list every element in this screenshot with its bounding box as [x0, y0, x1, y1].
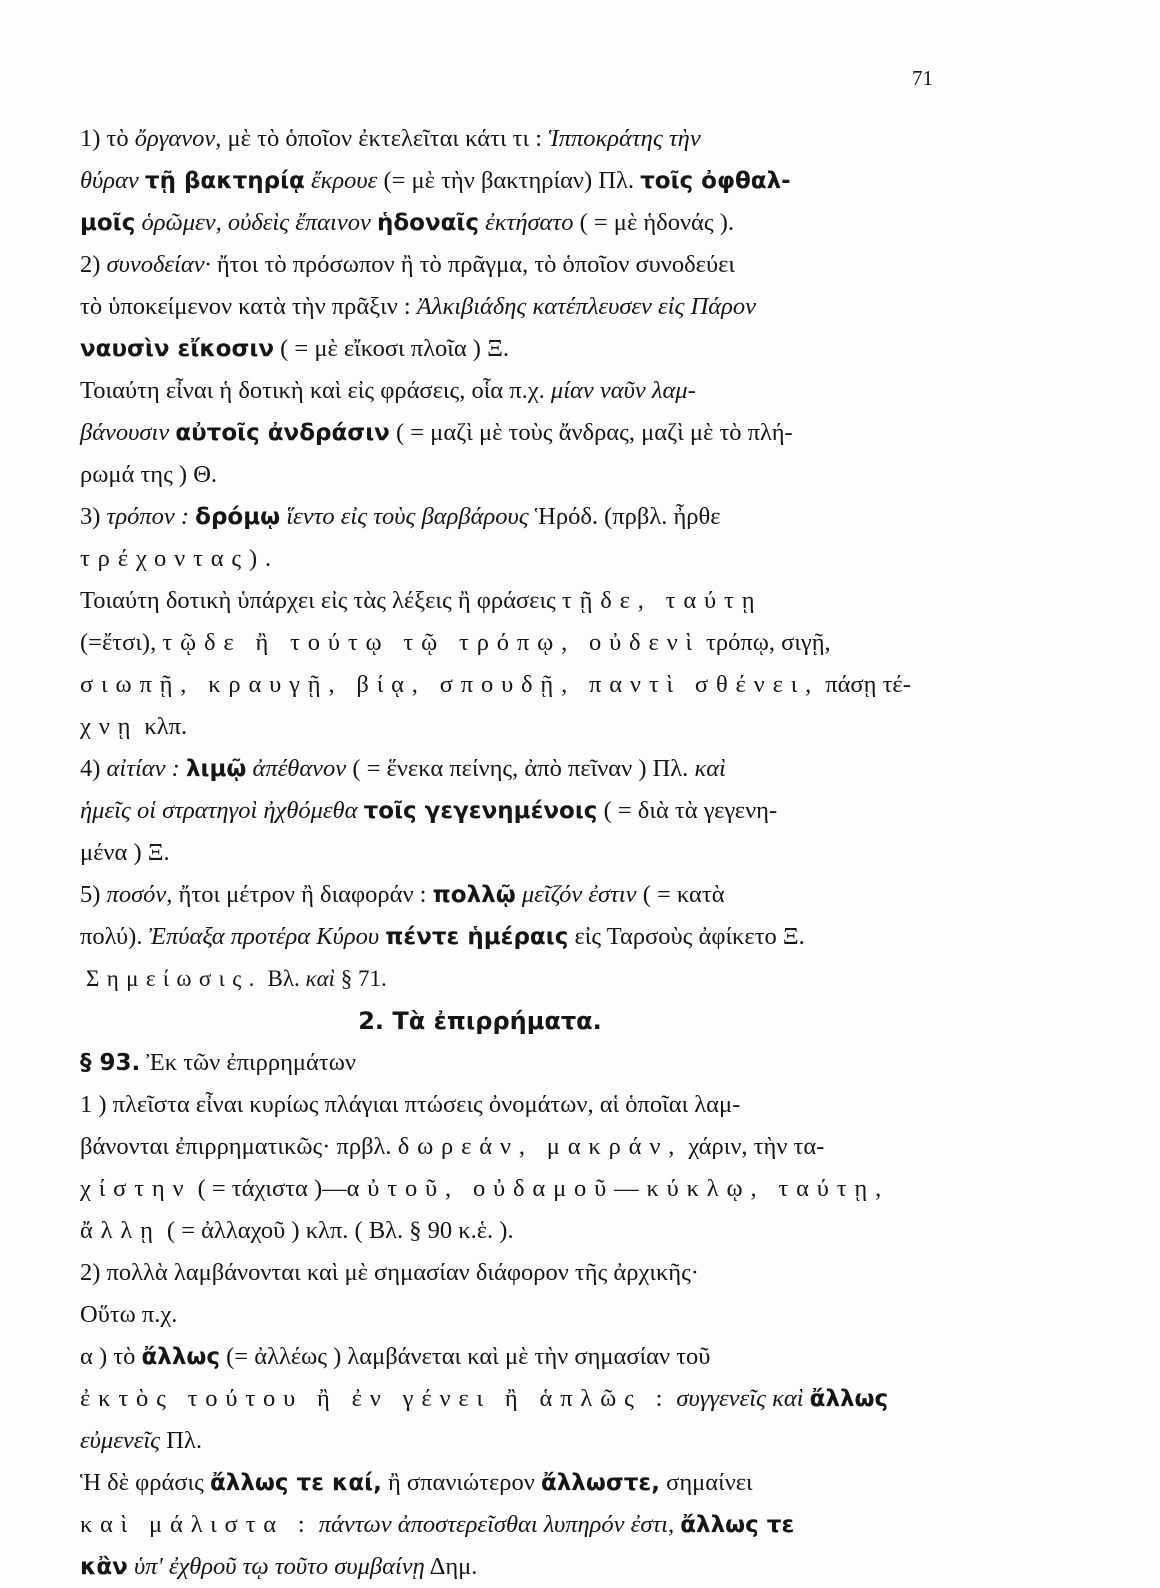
- text-line: [80, 1546, 940, 1588]
- text-run: ρωμά της ) Θ.: [80, 461, 218, 488]
- text-run: Σημείωσις.: [86, 966, 262, 991]
- text-line: [80, 1420, 940, 1462]
- text-run: ( = ἀλλαχοῦ ) κλπ. ( Βλ. § 90 κ.ἑ. ).: [160, 1217, 514, 1244]
- text-run: συνοδείαν·: [106, 251, 211, 278]
- text-line: [80, 1126, 940, 1168]
- text-line: [80, 580, 940, 622]
- text-run: 2) πολλὰ λαμβάνονται καὶ μὲ σημασίαν διάφορον τῆς ἀρχικῆς·: [80, 1259, 699, 1286]
- text-run: καὶ: [694, 755, 726, 782]
- text-line: [80, 496, 940, 538]
- text-run: τρόπῳ, σιγῇ,: [699, 629, 831, 656]
- section-header: [80, 1042, 940, 1084]
- text-run: σιωπῇ, κραυγῇ, βίᾳ, σπουδῇ, παντὶ σθένει,: [80, 671, 820, 698]
- text-run: ἡμεῖς οἱ στρατηγοὶ ἠχθόμεθα: [80, 797, 358, 824]
- text-run: (=ἔτσι),: [80, 629, 163, 656]
- text-line: [80, 790, 940, 832]
- text-run: ὄργανον,: [134, 125, 222, 152]
- text-run: Τοιαύτη δοτικὴ ὑπάρχει εἰς τὰς λέξεις ἢ φράσεις: [80, 587, 562, 614]
- text-run: ( = ἕνεκα πείνης, ἀπὸ πεῖναν ) Πλ.: [346, 755, 695, 782]
- text-line: [80, 118, 940, 160]
- text-line: [80, 748, 940, 790]
- text-run: Ἡ δὲ φράσις: [80, 1469, 210, 1496]
- text-run: Πλ.: [160, 1427, 202, 1454]
- text-line: [80, 412, 940, 454]
- text-line: [80, 1504, 940, 1546]
- text-run: ἐκτήσατο: [485, 209, 574, 236]
- text-run: τρόπον :: [106, 503, 190, 530]
- text-run: τοῖς γεγενημένοις: [363, 798, 598, 824]
- section-intro: Ἐκ τῶν ἐπιρρημάτων: [146, 1049, 356, 1076]
- text-run: 4): [80, 755, 107, 782]
- text-run: ( = διὰ τὰ γεγενη-: [597, 797, 778, 824]
- text-line: [80, 1084, 940, 1126]
- text-run: πολύ).: [80, 923, 149, 950]
- text-run: ( = μὲ εἴκοσι πλοῖα ) Ξ.: [274, 335, 509, 362]
- text-run: ἤτοι τὸ πρόσωπον ἢ τὸ πρᾶγμα, τὸ ὁποῖον συνοδεύει: [210, 251, 735, 278]
- text-run: ἄλλως: [141, 1344, 221, 1370]
- text-run: χίστην: [80, 1175, 192, 1202]
- text-run: χνῃ: [80, 713, 139, 740]
- text-run: πάντων ἀποστερεῖσθαι λυπηρόν ἐστι,: [318, 1511, 675, 1538]
- text-run: (= ἀλλέως ) λαμβάνεται καὶ μὲ τὴν σημασίαν τοῦ: [220, 1343, 711, 1370]
- text-run: ἄλλῃ: [80, 1217, 161, 1244]
- text-run: κἂν: [80, 1554, 128, 1580]
- text-run: ἀπέθανον: [252, 755, 347, 782]
- text-line: [80, 1378, 940, 1420]
- text-run: τὸ ὑποκείμενον κατὰ τὴν πρᾶξιν :: [80, 293, 417, 320]
- text-line: [80, 286, 940, 328]
- section-title-text: 2. Τὰ ἐπιρρήματα.: [358, 1007, 602, 1035]
- section-title: [80, 1000, 940, 1042]
- text-run: ἔκρουε: [310, 167, 378, 194]
- text-run: Δημ.: [424, 1553, 478, 1580]
- text-run: ἢ σπανιώτερον: [381, 1469, 541, 1496]
- text-run: μοῖς: [80, 210, 136, 236]
- text-run: βάνονται ἐπιρρηματικῶς· πρβλ.: [80, 1133, 398, 1160]
- text-run: ποσόν,: [106, 881, 173, 908]
- text-run: ὁρῶμεν, οὐδεὶς ἔπαινον: [141, 209, 371, 236]
- text-run: ὑπ' ἐχθροῦ τῳ τοῦτο συμβαίνῃ: [133, 1553, 425, 1580]
- text-run: Βλ.: [261, 966, 306, 991]
- text-run: πολλῷ: [432, 882, 516, 908]
- text-line: [80, 1210, 940, 1252]
- text-run: σημαίνει: [659, 1469, 753, 1496]
- text-line: [80, 622, 940, 664]
- text-run: ἄλλωστε,: [540, 1470, 660, 1496]
- text-run: ἵεντο εἰς τοὺς βαρβάρους: [286, 503, 529, 530]
- text-run: αἰτίαν :: [106, 755, 180, 782]
- text-line: [80, 538, 940, 580]
- text-run: α ) τὸ: [80, 1343, 142, 1370]
- text-run: καὶ μάλιστα :: [80, 1511, 313, 1538]
- text-run: δρόμῳ: [195, 504, 281, 530]
- text-run: αὐτοῖς ἀνδράσιν: [175, 420, 390, 446]
- text-line: [80, 706, 940, 748]
- text-run: 1) τὸ: [80, 125, 135, 152]
- text-run: κλπ.: [138, 713, 188, 740]
- text-run: Ἀλκιβιάδης κατέπλευσεν εἰς Πάρον: [416, 293, 757, 320]
- text-run: αὐτοῦ, οὐδαμοῦ—κύκλῳ, ταύτῃ,: [346, 1175, 890, 1202]
- text-run: ( = τάχιστα )—: [191, 1175, 347, 1202]
- text-run: τῇ βακτηρίᾳ: [144, 168, 305, 194]
- text-run: δωρεάν, μακράν,: [397, 1133, 683, 1160]
- text-run: εὐμενεῖς: [80, 1427, 161, 1454]
- text-run: μεῖζόν ἐστιν: [521, 881, 637, 908]
- text-run: ( = μαζὶ μὲ τοὺς ἄνδρας, μαζὶ μὲ τὸ πλή-: [389, 419, 793, 446]
- text-line: [80, 1462, 940, 1504]
- text-run: καὶ: [305, 966, 336, 991]
- text-line: [80, 1252, 940, 1294]
- text-run: μίαν ναῦν λαμ-: [550, 377, 696, 404]
- text-run: ( = μὲ ἡδονάς ).: [573, 209, 734, 236]
- text-run: πέντε ἡμέραις: [385, 924, 569, 950]
- text-run: 3): [80, 503, 107, 530]
- text-run: ἡδοναῖς: [376, 210, 480, 236]
- text-run: εἰς Ταρσοὺς ἀφίκετο Ξ.: [568, 923, 805, 950]
- text-line: [80, 328, 940, 370]
- text-run: (= μὲ τὴν βακτηρίαν) Πλ.: [377, 167, 641, 194]
- text-run: Ἐπύαξα προτέρα Κύρου: [148, 923, 380, 950]
- text-run: ( = κατὰ: [636, 881, 725, 908]
- text-run: 1 ) πλεῖστα εἶναι κυρίως πλάγιαι πτώσεις ὀνομάτων, αἱ ὁποῖαι λαμ-: [80, 1091, 741, 1118]
- text-run: 2): [80, 251, 107, 278]
- text-run: τρέχοντας).: [80, 545, 279, 572]
- text-run: Ἱπποκράτης τὴν: [548, 125, 701, 152]
- text-run: μένα ) Ξ.: [80, 839, 170, 866]
- text-run: Τοιαύτη εἶναι ἡ δοτικὴ καὶ εἰς φράσεις, οἷα π.χ.: [80, 377, 551, 404]
- text-run: λιμῷ: [185, 756, 247, 782]
- text-line: [80, 1336, 940, 1378]
- text-run: Οὕτω π.χ.: [80, 1301, 178, 1328]
- text-run: τῷδε ἢ τούτῳ τῷ τρόπῳ, οὐδενὶ: [162, 629, 700, 656]
- text-line: [80, 370, 940, 412]
- text-run: ἄλλως τε: [680, 1512, 795, 1538]
- text-run: ἄλλως τε καί,: [209, 1470, 382, 1496]
- text-run: ἤτοι μέτρον ἢ διαφοράν :: [172, 881, 433, 908]
- text-line: [80, 202, 940, 244]
- text-line: [80, 916, 940, 958]
- text-line: [80, 244, 940, 286]
- text-run: 5): [80, 881, 107, 908]
- text-run: τῇδε, ταύτῃ: [561, 587, 763, 614]
- text-run: συγγενεῖς καὶ: [676, 1385, 804, 1412]
- page-body: [80, 118, 940, 1588]
- text-run: τοῖς ὀφθαλ-: [640, 168, 791, 194]
- text-run: μὲ τὸ ὁποῖον ἐκτελεῖται κάτι τι :: [221, 125, 549, 152]
- text-line: [80, 832, 940, 874]
- section-mark: § 93.: [80, 1050, 141, 1076]
- text-run: Ἡρόδ. (πρβλ. ἦρθε: [528, 503, 721, 530]
- text-run: ναυσὶν εἴκοσιν: [80, 336, 274, 362]
- text-run: βάνουσιν: [80, 419, 170, 446]
- text-run: θύραν: [80, 167, 145, 194]
- text-line: [80, 664, 940, 706]
- text-line: [80, 160, 940, 202]
- text-line: [80, 1294, 940, 1336]
- text-line: [80, 1168, 940, 1210]
- text-line: [80, 454, 940, 496]
- text-run: πάσῃ τέ-: [819, 671, 911, 698]
- text-run: ἐκτὸς τούτου ἢ ἐν γένει ἢ ἁπλῶς :: [80, 1385, 671, 1412]
- page-number: 71: [912, 66, 933, 90]
- text-line: [80, 958, 940, 1000]
- text-line: [80, 874, 940, 916]
- text-run: § 71.: [335, 966, 387, 991]
- text-run: χάριν, τὴν τα-: [682, 1133, 825, 1160]
- text-run: ἄλλως: [809, 1386, 889, 1412]
